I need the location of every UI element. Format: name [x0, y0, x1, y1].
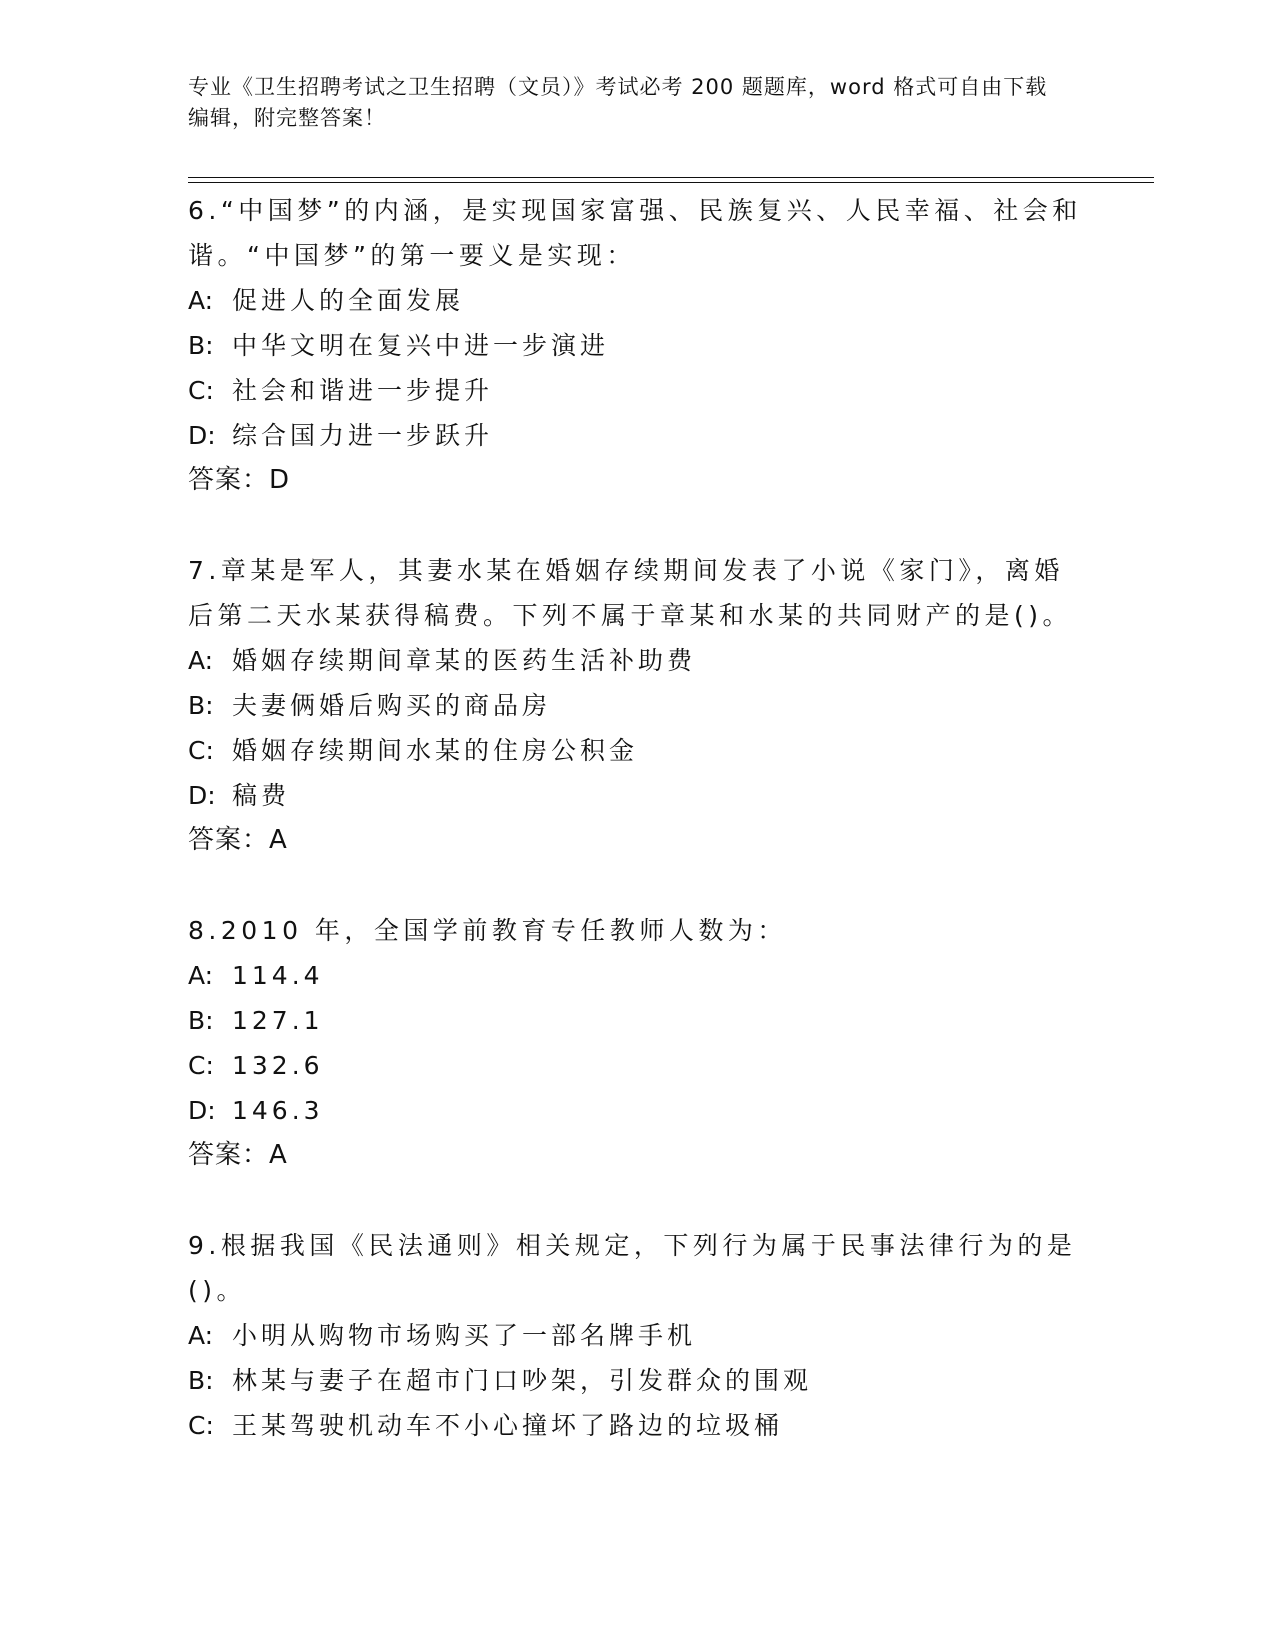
option-text: 婚姻存续期间水某的住房公积金: [232, 736, 639, 765]
question-list: [188, 188, 1088, 1493]
option-b: [188, 998, 1088, 1043]
question-7: [188, 548, 1088, 863]
option-letter: A:: [188, 1321, 214, 1350]
option-b: [188, 323, 1088, 368]
option-c: [188, 1043, 1088, 1088]
option-text: 林某与妻子在超市门口吵架，引发群众的围观: [232, 1366, 813, 1395]
option-text: 促进人的全面发展: [232, 286, 465, 315]
option-text: 146.3: [232, 1096, 324, 1125]
option-a: [188, 278, 1088, 323]
option-text: 夫妻俩婚后购买的商品房: [232, 691, 552, 720]
option-letter: B:: [188, 1006, 214, 1035]
option-letter: C:: [188, 736, 214, 765]
option-letter: A:: [188, 961, 214, 990]
option-text: 132.6: [232, 1051, 324, 1080]
option-text: 婚姻存续期间章某的医药生活补助费: [232, 646, 697, 675]
header-divider-top: [188, 177, 1154, 178]
question-6: [188, 188, 1088, 503]
question-stem: 9.根据我国《民法通则》相关规定，下列行为属于民事法律行为的是()。: [188, 1231, 1077, 1305]
option-b: [188, 683, 1088, 728]
option-text: 小明从购物市场购买了一部名牌手机: [232, 1321, 697, 1350]
option-letter: C:: [188, 376, 214, 405]
option-letter: A:: [188, 646, 214, 675]
option-letter: A:: [188, 286, 214, 315]
question-9: [188, 1223, 1088, 1448]
option-b: [188, 1358, 1088, 1403]
option-letter: B:: [188, 331, 214, 360]
header-divider-bottom: [188, 182, 1154, 183]
option-letter: D:: [188, 781, 216, 810]
option-text: 综合国力进一步跃升: [232, 421, 494, 450]
option-text: 王某驾驶机动车不小心撞坏了路边的垃圾桶: [232, 1411, 784, 1440]
document-header: 专业《卫生招聘考试之卫生招聘（文员）》考试必考 200 题题库，word 格式可自由下载编辑，附完整答案！: [188, 75, 1048, 130]
option-d: [188, 1088, 1088, 1133]
option-c: [188, 368, 1088, 413]
option-a: [188, 638, 1088, 683]
option-letter: C:: [188, 1051, 214, 1080]
option-text: 社会和谐进一步提升: [232, 376, 494, 405]
option-c: [188, 1403, 1088, 1448]
option-a: [188, 953, 1088, 998]
question-8: [188, 908, 1088, 1178]
option-d: [188, 413, 1088, 458]
question-stem: 7.章某是军人，其妻水某在婚姻存续期间发表了小说《家门》，离婚后第二天水某获得稿费。下列不属于章某和水某的共同财产的是()。: [188, 556, 1073, 630]
option-text: 稿费: [232, 781, 291, 810]
option-letter: D:: [188, 1096, 216, 1125]
answer: 答案：A: [188, 825, 288, 855]
option-letter: B:: [188, 1366, 214, 1395]
option-c: [188, 728, 1088, 773]
option-letter: B:: [188, 691, 214, 720]
option-text: 127.1: [232, 1006, 324, 1035]
answer: 答案：A: [188, 1140, 288, 1170]
question-stem: 8.2010 年，全国学前教育专任教师人数为：: [188, 916, 787, 945]
option-letter: D:: [188, 421, 216, 450]
answer: 答案：D: [188, 465, 291, 495]
option-a: [188, 1313, 1088, 1358]
option-text: 中华文明在复兴中进一步演进: [232, 331, 610, 360]
question-stem: 6.“中国梦”的内涵，是实现国家富强、民族复兴、人民幸福、社会和谐。“中国梦”的第一要义是实现：: [188, 196, 1082, 270]
option-letter: C:: [188, 1411, 214, 1440]
option-d: [188, 773, 1088, 818]
option-text: 114.4: [232, 961, 324, 990]
